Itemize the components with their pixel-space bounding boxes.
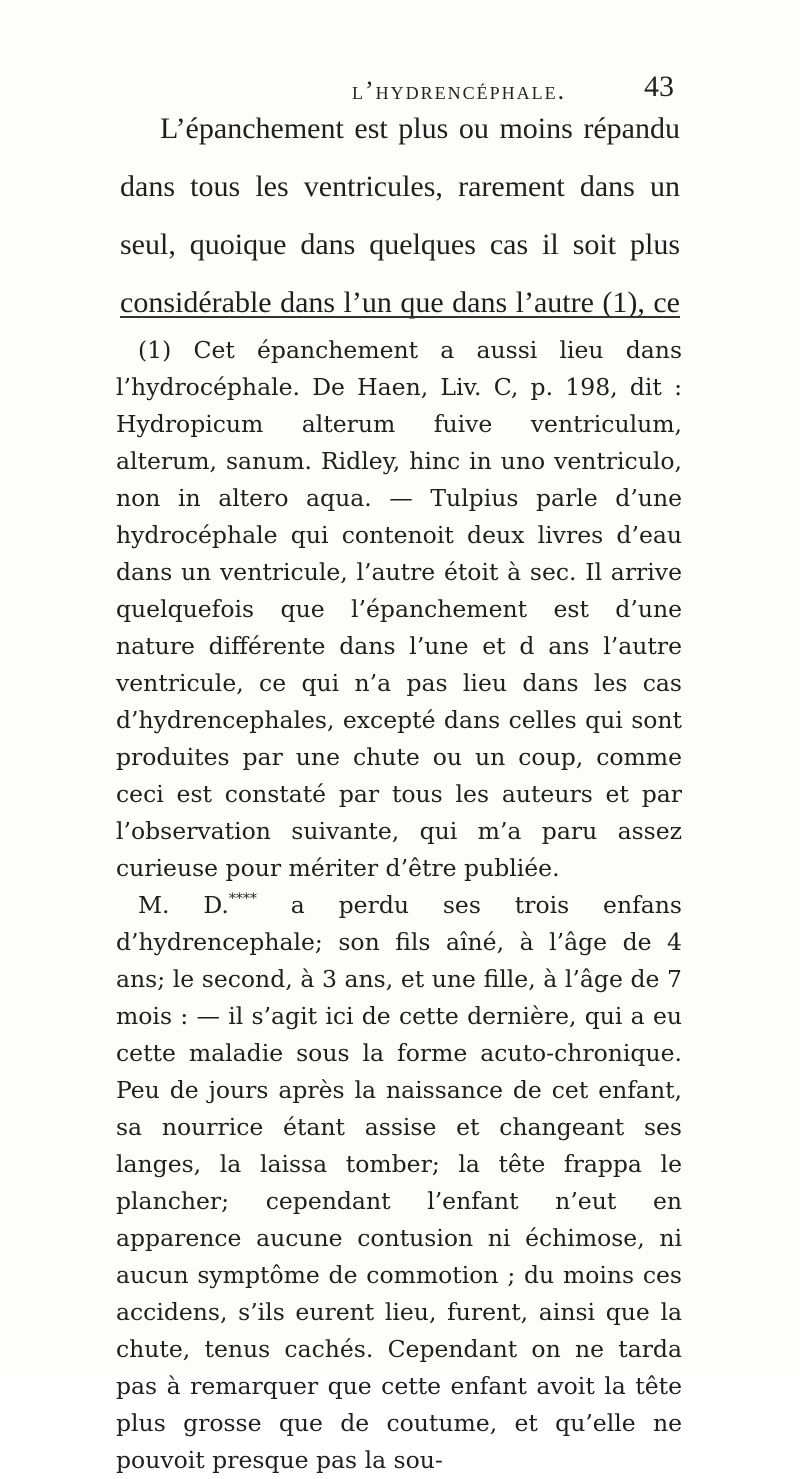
footnote-paragraph-2-start: M. D. [138, 891, 229, 919]
footnote-asterisks: **** [228, 891, 257, 907]
running-head: l’hydrencéphale. [352, 76, 567, 105]
page-number: 43 [644, 70, 674, 103]
main-paragraph: L’épanchement est plus ou moins répandu dans tous les ventricules, rarement dans un seul, quoique dans quelques cas il soit plus considérable dans l’un que dans l’autre (1), ce [120, 112, 680, 319]
footnote-block [116, 332, 682, 1479]
footnote-paragraph-2 [116, 887, 682, 1479]
footnote-separator-rule [120, 316, 680, 318]
footnote-paragraph-1: (1) Cet épanchement a aussi lieu dans l’hydrocéphale. De Haen, Liv. C, p. 198, dit : Hydropicum alterum fuive ventriculum, alterum, sanum. Ridley, hinc in uno ventriculo, non in altero aqua. — Tulpius parle d’une hydrocéphale qui contenoit deux livres d’eau dans un ventricule, l’autre étoit à sec. Il arrive quelquefois que l’épanchement est d’une nature différente dans l’une et d ans l’autre ventricule, ce qui n’a pas lieu dans les cas d’hydrencephales, excepté dans celles qui sont produites par une chute ou un coup, comme ceci est constaté par tous les auteurs et par l’observation suivante, qui m’a paru assez curieuse pour mériter d’être publiée. [116, 336, 682, 882]
footnote-paragraph-2-rest: a perdu ses trois enfans d’hydrencephale; son fils aîné, à l’âge de 4 ans; le second, à 3 ans, et une fille, à l’âge de 7 mois : — il s’agit ici de cette dernière, qui a eu cette maladie sous la forme acuto-chronique. Peu de jours après la naissance de cet enfant, sa nourrice étant assise et changeant ses langes, la laissa tomber; la tête frappa le plancher; cependant l’enfant n’eut en apparence aucune contusion ni échimose, ni aucun symptôme de commotion ; du moins ces accidens, s’ils eurent lieu, furent, ainsi que la chute, tenus cachés. Cependant on ne tarda pas à remarquer que cette enfant avoit la tête plus grosse que de coutume, et qu’elle ne pouvoit presque pas la sou- [116, 891, 682, 1474]
